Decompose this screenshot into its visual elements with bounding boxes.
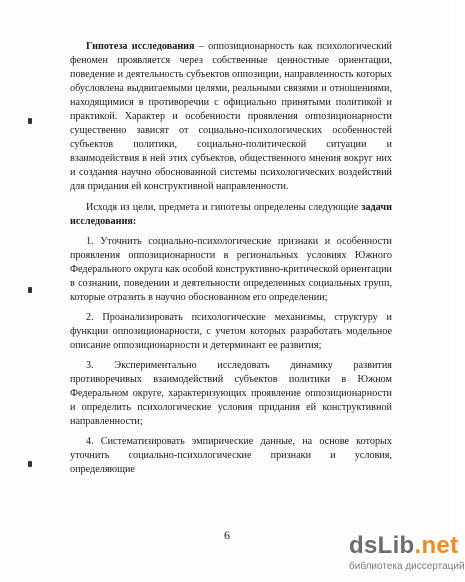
margin-mark <box>28 118 32 124</box>
task-item-2: 2. Проанализировать психологические механизмы, структуру и функции оппозиционарности, с учетом которых разработать модельное описание оппозиционарности и детерминант ее развития; <box>70 311 392 351</box>
document-body <box>70 40 392 477</box>
margin-mark <box>28 461 32 467</box>
tasks-heading: задачи исследования: <box>70 201 392 227</box>
task-item-4: 4. Систематизировать эмпирические данные, на основе которых уточнить социально-психологические признаки и условия, определяющие <box>70 436 392 476</box>
watermark-logo-main: dsLib <box>349 532 415 559</box>
tasks-intro-text: Исходя из цели, предмета и гипотезы определены следующие <box>86 201 362 213</box>
watermark-tagline: библиотека диссертаций <box>349 561 465 572</box>
dslib-watermark[interactable] <box>333 532 465 578</box>
task-item-3: 3. Экспериментально исследовать динамику развития противоречивых взаимодействий субъектов политики в Южном Федеральном округе, характеризующих проявление оппозиционарности и определить психологические условия придания ей конструктивной направленности; <box>70 359 392 428</box>
margin-mark <box>28 287 32 293</box>
watermark-logo-accent: .net <box>414 532 459 559</box>
hypothesis-paragraph <box>70 40 392 195</box>
task-item-1: 1. Уточнить социально-психологические признаки и особенности проявления оппозиционарности в региональных условиях Южного Федерального округа как особой конструктивно-критической ориентации в сознании, поведении и деятельности определенных социальных групп, которые отразить в научно обоснованном его определении; <box>70 235 392 303</box>
watermark-logo <box>349 533 458 559</box>
page-number: 6 <box>224 528 230 542</box>
hypothesis-text: – оппозиционарность как психологический феномен проявляется через собственные ценностные ориентации, поведение и деятельность субъектов оппозиции, направленность которых обусловлена выдвигаемыми целями, реальными связями и отношениями, находящимися в противоречии с официально принятыми политикой и практикой. Характер и особенности проявления оппозиционарности существенно зависят от социально-психологических особенностей субъектов политики, социально-политической ситуации и взаимодействия в ней этих субъектов, общественного мнения вокруг них и создания научно обоснованной системы психологических воздействий для придания ей конструктивной направленности. <box>70 41 392 193</box>
tasks-intro-paragraph <box>70 201 392 229</box>
hypothesis-heading: Гипотеза исследования <box>86 41 195 52</box>
